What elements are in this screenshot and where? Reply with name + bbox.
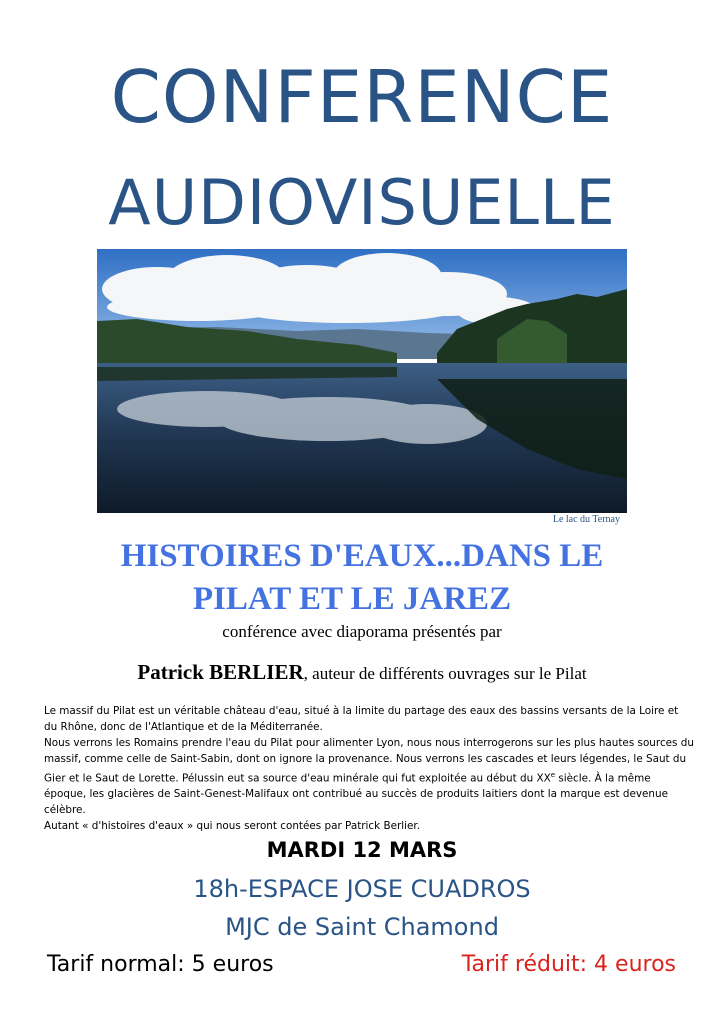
title-line-1: CONFERENCE [110,55,614,139]
price-normal: Tarif normal: 5 euros [47,952,274,977]
paragraph-2-rest: siècle. À la même époque, les glacières de Saint-Genest-Malifaux ont contribué au succès de produits laitiers dont la marque est devenue célèbre. [44,772,668,817]
century: XX [536,772,551,785]
title-line-2: AUDIOVISUELLE [108,166,616,239]
paragraph-3: Autant « d'histoires d'eaux » qui nous seront contées par Patrick Berlier. [44,820,421,833]
author-line [0,660,724,685]
venue-line-2: MJC de Saint Chamond [225,913,499,941]
paragraph-2 [44,735,694,818]
author-description: , auteur de différents ouvrages sur le Pilat [303,664,587,683]
presented-by: conférence avec diaporama présentés par [222,622,502,641]
subtitle-line-1: HISTOIRES D'EAUX...DANS LE [120,538,604,574]
author-name: Patrick BERLIER [137,660,304,684]
paragraph-1: Le massif du Pilat est un véritable château d'eau, situé à la limite du partage des eaux des bassins versants de la Loire et du Rhône, donc de l'Atlantique et de la Méditerranée. [44,705,679,733]
description-text [44,703,694,834]
paragraph-2-main: Nous verrons les Romains prendre l'eau du Pilat pour alimenter Lyon, nous nous interrogerons sur les plus hautes sources du massif, comme celle de Saint-Sabin, dont on ignore la provenance. Nous verrons les cascades et leurs légendes, le Saut du Gier et le Saut de Lorette. Pélussin eut sa source d'eau minérale qui fut exploitée au début du [44,737,694,785]
event-date: MARDI 12 MARS [266,838,458,862]
lake-photo [97,249,627,513]
subtitle-line-2: PILAT ET LE JAREZ [192,581,512,617]
photo-caption: Le lac du Ternay [552,514,620,525]
price-reduced: Tarif réduit: 4 euros [461,952,676,977]
century-sup: e [550,771,556,779]
venue-line-1: 18h-ESPACE JOSE CUADROS [193,875,531,903]
